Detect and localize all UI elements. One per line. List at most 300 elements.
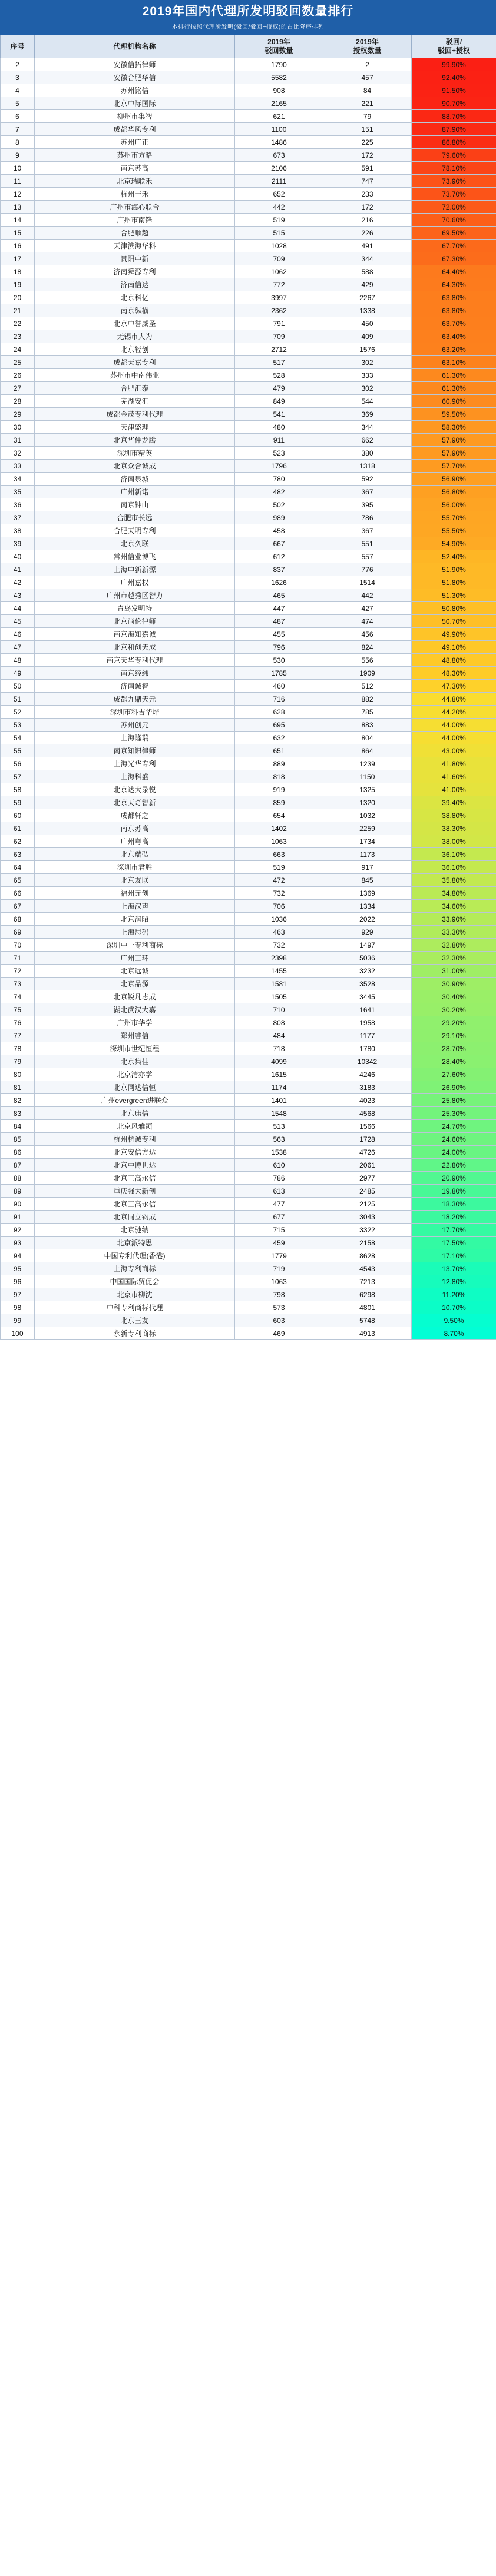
cell-ratio-percent: 54.90% [412,537,496,550]
cell-ratio-percent: 87.90% [412,123,496,136]
cell-ratio-percent: 34.60% [412,900,496,913]
cell-agency-name: 北京三高永信 [35,1172,235,1185]
cell-rejected-count: 695 [235,719,323,732]
cell-rank: 52 [1,706,35,719]
cell-rank: 84 [1,1120,35,1133]
cell-agency-name: 成都九鼎天元 [35,693,235,706]
cell-agency-name: 南京苏高 [35,162,235,175]
cell-rejected-count: 849 [235,395,323,408]
cell-rejected-count: 628 [235,706,323,719]
cell-rejected-count: 837 [235,563,323,576]
cell-rejected-count: 716 [235,693,323,706]
cell-granted-count: 1909 [323,667,412,680]
cell-granted-count: 1576 [323,343,412,356]
cell-rank: 48 [1,654,35,667]
cell-rank: 90 [1,1198,35,1211]
table-row [1,913,496,926]
cell-agency-name: 中国国际贸促会 [35,1275,235,1288]
cell-granted-count: 5036 [323,952,412,965]
cell-granted-count: 3043 [323,1211,412,1224]
cell-ratio-percent: 70.60% [412,214,496,227]
cell-ratio-percent: 51.80% [412,576,496,589]
cell-rank: 68 [1,913,35,926]
cell-agency-name: 福州元创 [35,887,235,900]
table-row [1,1288,496,1301]
cell-granted-count: 4543 [323,1262,412,1275]
cell-ratio-percent: 41.80% [412,757,496,770]
cell-agency-name: 郑州睿信 [35,1029,235,1042]
cell-ratio-percent: 52.40% [412,550,496,563]
table-row [1,1327,496,1340]
cell-rank: 81 [1,1081,35,1094]
cell-rejected-count: 652 [235,188,323,201]
cell-granted-count: 409 [323,330,412,343]
cell-granted-count: 1780 [323,1042,412,1055]
cell-granted-count: 1958 [323,1016,412,1029]
cell-granted-count: 551 [323,537,412,550]
cell-granted-count: 344 [323,252,412,265]
cell-rejected-count: 911 [235,434,323,447]
cell-rejected-count: 908 [235,84,323,97]
cell-rank: 94 [1,1249,35,1262]
cell-rank: 62 [1,835,35,848]
table-row [1,874,496,887]
cell-rejected-count: 519 [235,214,323,227]
cell-rank: 49 [1,667,35,680]
cell-rejected-count: 989 [235,511,323,524]
table-row [1,1185,496,1198]
cell-rank: 77 [1,1029,35,1042]
cell-agency-name: 济南舜源专利 [35,265,235,278]
cell-agency-name: 苏州市中南伟业 [35,369,235,382]
table-row [1,498,496,511]
cell-ratio-percent: 38.80% [412,809,496,822]
cell-ratio-percent: 51.90% [412,563,496,576]
cell-ratio-percent: 91.50% [412,84,496,97]
cell-granted-count: 344 [323,421,412,434]
cell-rejected-count: 484 [235,1029,323,1042]
cell-agency-name: 北京众合诚成 [35,460,235,473]
cell-rejected-count: 1028 [235,240,323,252]
table-row [1,1133,496,1146]
table-row [1,84,496,97]
table-row [1,149,496,162]
cell-rank: 44 [1,602,35,615]
cell-rank: 41 [1,563,35,576]
table-row [1,511,496,524]
cell-rank: 83 [1,1107,35,1120]
cell-rank: 93 [1,1237,35,1249]
table-row [1,1198,496,1211]
cell-rank: 12 [1,188,35,201]
cell-rank: 17 [1,252,35,265]
cell-ratio-percent: 29.20% [412,1016,496,1029]
table-row [1,1120,496,1133]
cell-granted-count: 592 [323,473,412,486]
cell-granted-count: 591 [323,162,412,175]
cell-rank: 36 [1,498,35,511]
table-row [1,939,496,952]
cell-rank: 33 [1,460,35,473]
cell-rank: 42 [1,576,35,589]
cell-rejected-count: 1455 [235,965,323,978]
cell-granted-count: 1497 [323,939,412,952]
cell-ratio-percent: 32.80% [412,939,496,952]
table-row [1,162,496,175]
cell-ratio-percent: 57.90% [412,434,496,447]
table-row [1,744,496,757]
column-header-rejected: 2019年 驳回数量 [235,35,323,58]
cell-ratio-percent: 55.70% [412,511,496,524]
cell-rejected-count: 1785 [235,667,323,680]
cell-rejected-count: 706 [235,900,323,913]
cell-granted-count: 84 [323,84,412,97]
cell-rejected-count: 798 [235,1288,323,1301]
cell-rank: 96 [1,1275,35,1288]
cell-granted-count: 1325 [323,783,412,796]
cell-rank: 59 [1,796,35,809]
cell-rank: 23 [1,330,35,343]
cell-rejected-count: 1174 [235,1081,323,1094]
table-row [1,1068,496,1081]
cell-rank: 32 [1,447,35,460]
table-row [1,395,496,408]
table-row [1,1081,496,1094]
cell-rank: 70 [1,939,35,952]
cell-rank: 31 [1,434,35,447]
table-row [1,1224,496,1237]
cell-ratio-percent: 48.30% [412,667,496,680]
cell-rejected-count: 2398 [235,952,323,965]
cell-agency-name: 成都轩之 [35,809,235,822]
cell-ratio-percent: 24.00% [412,1146,496,1159]
table-row [1,952,496,965]
cell-granted-count: 512 [323,680,412,693]
table-row [1,900,496,913]
cell-rank: 10 [1,162,35,175]
cell-agency-name: 南京知识律师 [35,744,235,757]
cell-agency-name: 北京三友 [35,1314,235,1327]
cell-rank: 13 [1,201,35,214]
cell-agency-name: 深圳市君胜 [35,861,235,874]
cell-granted-count: 776 [323,563,412,576]
cell-rejected-count: 651 [235,744,323,757]
cell-rank: 98 [1,1301,35,1314]
cell-ratio-percent: 24.70% [412,1120,496,1133]
cell-granted-count: 4246 [323,1068,412,1081]
table-row [1,990,496,1003]
column-header-rank: 序号 [1,35,35,58]
cell-agency-name: 北京科亿 [35,291,235,304]
cell-ratio-percent: 19.80% [412,1185,496,1198]
table-row [1,278,496,291]
cell-agency-name: 北京华仲龙腾 [35,434,235,447]
cell-granted-count: 79 [323,110,412,123]
cell-rejected-count: 1548 [235,1107,323,1120]
cell-rank: 26 [1,369,35,382]
cell-ratio-percent: 61.30% [412,369,496,382]
cell-agency-name: 苏州广正 [35,136,235,149]
cell-agency-name: 上海科盛 [35,770,235,783]
cell-granted-count: 4913 [323,1327,412,1340]
cell-rejected-count: 2712 [235,343,323,356]
cell-agency-name: 上海专利商标 [35,1262,235,1275]
table-row [1,524,496,537]
cell-ratio-percent: 41.60% [412,770,496,783]
header-row [1,35,496,58]
cell-rank: 100 [1,1327,35,1340]
cell-rank: 65 [1,874,35,887]
cell-agency-name: 上海光华专利 [35,757,235,770]
cell-granted-count: 474 [323,615,412,628]
cell-granted-count: 2125 [323,1198,412,1211]
table-row [1,654,496,667]
cell-ratio-percent: 56.00% [412,498,496,511]
cell-ratio-percent: 73.90% [412,175,496,188]
cell-rejected-count: 482 [235,486,323,498]
table-row [1,214,496,227]
cell-ratio-percent: 36.10% [412,861,496,874]
cell-granted-count: 2 [323,58,412,71]
cell-ratio-percent: 57.70% [412,460,496,473]
cell-ratio-percent: 8.70% [412,1327,496,1340]
cell-ratio-percent: 35.80% [412,874,496,887]
cell-agency-name: 芜湖安汇 [35,395,235,408]
cell-granted-count: 662 [323,434,412,447]
cell-rejected-count: 818 [235,770,323,783]
cell-ratio-percent: 27.60% [412,1068,496,1081]
cell-granted-count: 4801 [323,1301,412,1314]
cell-rank: 8 [1,136,35,149]
cell-rejected-count: 1063 [235,1275,323,1288]
cell-ratio-percent: 39.40% [412,796,496,809]
cell-granted-count: 2022 [323,913,412,926]
cell-rejected-count: 612 [235,550,323,563]
table-row [1,809,496,822]
cell-rejected-count: 780 [235,473,323,486]
cell-ratio-percent: 73.70% [412,188,496,201]
cell-agency-name: 北京达大录悦 [35,783,235,796]
cell-agency-name: 北京瑞联禾 [35,175,235,188]
cell-ratio-percent: 50.80% [412,602,496,615]
cell-ratio-percent: 63.70% [412,317,496,330]
cell-ratio-percent: 57.90% [412,447,496,460]
cell-granted-count: 3232 [323,965,412,978]
table-row [1,965,496,978]
cell-granted-count: 226 [323,227,412,240]
table-row [1,732,496,744]
cell-rank: 58 [1,783,35,796]
cell-agency-name: 北京瑞弘 [35,848,235,861]
cell-granted-count: 845 [323,874,412,887]
cell-ratio-percent: 34.80% [412,887,496,900]
cell-agency-name: 济南诚智 [35,680,235,693]
cell-ratio-percent: 63.40% [412,330,496,343]
table-row [1,589,496,602]
cell-agency-name: 上海隆瑞 [35,732,235,744]
cell-agency-name: 贵阳中新 [35,252,235,265]
cell-rejected-count: 2362 [235,304,323,317]
cell-rank: 72 [1,965,35,978]
cell-rank: 14 [1,214,35,227]
cell-agency-name: 天津盛理 [35,421,235,434]
cell-ratio-percent: 25.80% [412,1094,496,1107]
table-row [1,1314,496,1327]
cell-agency-name: 广州三环 [35,952,235,965]
table-row [1,330,496,343]
cell-rank: 63 [1,848,35,861]
cell-agency-name: 南京海知嘉诚 [35,628,235,641]
cell-agency-name: 北京同达信恒 [35,1081,235,1094]
table-row [1,822,496,835]
cell-agency-name: 南京天华专利代理 [35,654,235,667]
cell-ratio-percent: 33.30% [412,926,496,939]
cell-agency-name: 北京中誉威圣 [35,317,235,330]
cell-agency-name: 湖北武汉大嘉 [35,1003,235,1016]
cell-ratio-percent: 33.90% [412,913,496,926]
cell-ratio-percent: 88.70% [412,110,496,123]
cell-granted-count: 450 [323,317,412,330]
page-subtitle: 本排行按照代理所发明(驳回/驳回+授权)的占比降序排列 [171,24,325,31]
cell-granted-count: 1338 [323,304,412,317]
cell-rejected-count: 1796 [235,460,323,473]
cell-agency-name: 南京苏高 [35,822,235,835]
cell-granted-count: 786 [323,511,412,524]
cell-ratio-percent: 10.70% [412,1301,496,1314]
cell-rank: 66 [1,887,35,900]
column-header-ratio: 驳回/ 驳回+授权 [412,35,496,58]
cell-agency-name: 杭州丰禾 [35,188,235,201]
cell-agency-name: 合肥汇泰 [35,382,235,395]
cell-rejected-count: 919 [235,783,323,796]
table-row [1,1042,496,1055]
cell-rank: 30 [1,421,35,434]
cell-agency-name: 北京三高永信 [35,1198,235,1211]
table-row [1,537,496,550]
cell-rank: 22 [1,317,35,330]
cell-rejected-count: 719 [235,1262,323,1275]
table-row [1,291,496,304]
cell-ratio-percent: 31.00% [412,965,496,978]
cell-granted-count: 1369 [323,887,412,900]
cell-rank: 91 [1,1211,35,1224]
cell-ratio-percent: 25.30% [412,1107,496,1120]
table-row [1,447,496,460]
cell-rejected-count: 2165 [235,97,323,110]
table-row [1,123,496,136]
table-row [1,304,496,317]
cell-granted-count: 429 [323,278,412,291]
cell-rejected-count: 796 [235,641,323,654]
cell-agency-name: 无锡市大为 [35,330,235,343]
cell-ratio-percent: 90.70% [412,97,496,110]
cell-rejected-count: 1401 [235,1094,323,1107]
table-row [1,382,496,395]
cell-granted-count: 2061 [323,1159,412,1172]
table-row [1,58,496,71]
table-row [1,408,496,421]
cell-agency-name: 北京清亦学 [35,1068,235,1081]
cell-granted-count: 427 [323,602,412,615]
cell-rejected-count: 632 [235,732,323,744]
cell-agency-name: 南京纵横 [35,304,235,317]
cell-rejected-count: 5582 [235,71,323,84]
cell-ratio-percent: 58.30% [412,421,496,434]
cell-rejected-count: 487 [235,615,323,628]
table-row [1,1172,496,1185]
cell-rejected-count: 613 [235,1185,323,1198]
cell-granted-count: 1514 [323,576,412,589]
cell-rejected-count: 709 [235,252,323,265]
cell-granted-count: 367 [323,486,412,498]
cell-rank: 75 [1,1003,35,1016]
cell-rank: 7 [1,123,35,136]
cell-granted-count: 10342 [323,1055,412,1068]
table-row [1,473,496,486]
cell-rank: 46 [1,628,35,641]
cell-rejected-count: 1626 [235,576,323,589]
ranking-table [0,35,496,1340]
cell-agency-name: 北京风雅颂 [35,1120,235,1133]
cell-ratio-percent: 49.90% [412,628,496,641]
cell-rejected-count: 791 [235,317,323,330]
cell-ratio-percent: 56.90% [412,473,496,486]
cell-rank: 6 [1,110,35,123]
cell-granted-count: 369 [323,408,412,421]
cell-agency-name: 北京品源 [35,978,235,990]
cell-rejected-count: 710 [235,1003,323,1016]
cell-agency-name: 成都金茂专利代理 [35,408,235,421]
table-row [1,1146,496,1159]
table-row [1,1262,496,1275]
table-row [1,317,496,330]
cell-agency-name: 合肥市长远 [35,511,235,524]
cell-granted-count: 2158 [323,1237,412,1249]
table-row [1,252,496,265]
cell-rejected-count: 515 [235,227,323,240]
cell-ratio-percent: 32.30% [412,952,496,965]
cell-granted-count: 380 [323,447,412,460]
cell-granted-count: 7213 [323,1275,412,1288]
cell-agency-name: 广州市越秀区智力 [35,589,235,602]
cell-ratio-percent: 67.30% [412,252,496,265]
cell-ratio-percent: 49.10% [412,641,496,654]
cell-ratio-percent: 92.40% [412,71,496,84]
cell-agency-name: 上海申新新源 [35,563,235,576]
cell-rank: 4 [1,84,35,97]
cell-granted-count: 221 [323,97,412,110]
table-row [1,1029,496,1042]
cell-granted-count: 1320 [323,796,412,809]
cell-rejected-count: 459 [235,1237,323,1249]
cell-granted-count: 3183 [323,1081,412,1094]
cell-ratio-percent: 59.50% [412,408,496,421]
cell-ratio-percent: 64.30% [412,278,496,291]
cell-granted-count: 544 [323,395,412,408]
cell-granted-count: 1566 [323,1120,412,1133]
cell-rejected-count: 732 [235,887,323,900]
cell-rejected-count: 530 [235,654,323,667]
cell-rank: 54 [1,732,35,744]
cell-rejected-count: 1036 [235,913,323,926]
cell-agency-name: 上海汉声 [35,900,235,913]
cell-rank: 64 [1,861,35,874]
cell-agency-name: 深圳中一专利商标 [35,939,235,952]
cell-granted-count: 395 [323,498,412,511]
cell-ratio-percent: 18.30% [412,1198,496,1211]
cell-agency-name: 广州嘉权 [35,576,235,589]
cell-ratio-percent: 17.50% [412,1237,496,1249]
